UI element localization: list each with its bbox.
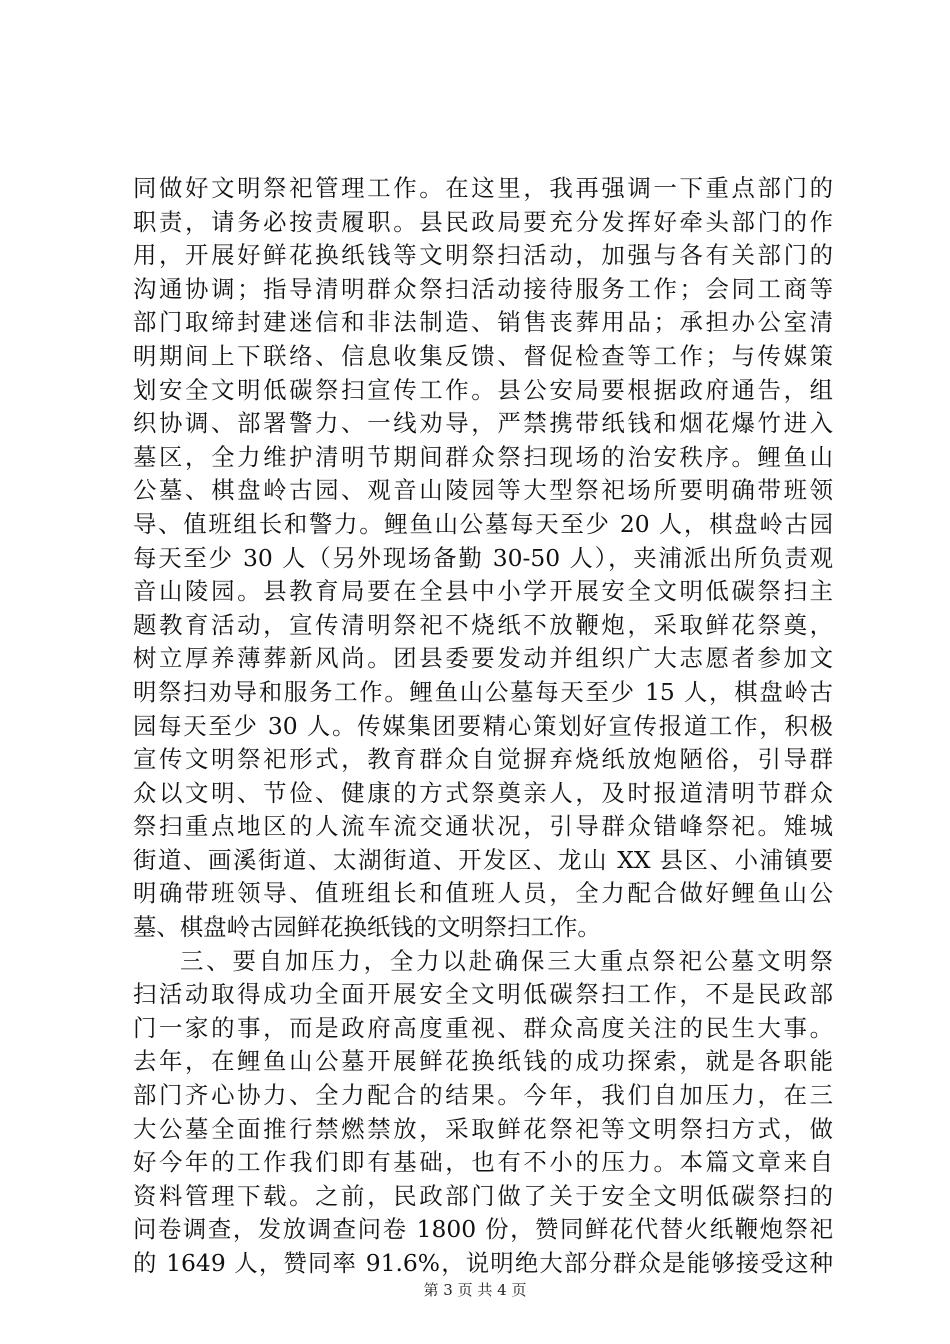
document-body	[133, 172, 833, 1281]
text-line: 明确带班领导、值班组长和值班人员，全力配合做好鲤鱼山公	[133, 879, 833, 908]
text-line: 每天至少 30 人（另外现场备勤 30-50 人），夹浦派出所负责观	[133, 543, 833, 572]
text-line: 问卷调查，发放调查问卷 1800 份，赞同鲜花代替火纸鞭炮祭祀	[133, 1215, 833, 1244]
text-line: 树立厚养薄葬新风尚。团县委要发动并组织广大志愿者参加文	[133, 644, 833, 673]
text-line: 祭扫重点地区的人流车流交通状况，引导群众错峰祭祀。雉城	[133, 812, 833, 841]
text-line: 公墓、棋盘岭古园、观音山陵园等大型祭祀场所要明确带班领	[133, 476, 833, 505]
text-line: 音山陵园。县教育局要在全县中小学开展安全文明低碳祭扫主	[133, 577, 833, 606]
text-line: 园每天至少 30 人。传媒集团要精心策划好宣传报道工作，积极	[133, 711, 833, 740]
text-line: 部门齐心协力、全力配合的结果。今年，我们自加压力，在三	[133, 1081, 833, 1110]
text-line: 沟通协调；指导清明群众祭扫活动接待服务工作；会同工商等	[133, 274, 833, 303]
text-line: 题教育活动，宣传清明祭祀不烧纸不放鞭炮，采取鲜花祭奠，	[133, 610, 833, 639]
text-line: 三、要自加压力，全力以赴确保三大重点祭祀公墓文明祭	[180, 946, 833, 975]
text-line: 资料管理下载。之前，民政部门做了关于安全文明低碳祭扫的	[133, 1181, 833, 1210]
text-line: 明祭扫劝导和服务工作。鲤鱼山公墓每天至少 15 人，棋盘岭古	[133, 677, 833, 706]
text-line: 划安全文明低碳祭扫宣传工作。县公安局要根据政府通告，组	[133, 375, 833, 404]
page-number-footer: 第 3 页 共 4 页	[423, 1281, 527, 1299]
text-line: 的 1649 人，赞同率 91.6%，说明绝大部分群众是能够接受这种	[133, 1249, 833, 1277]
text-line: 用，开展好鲜花换纸钱等文明祭扫活动，加强与各有关部门的	[133, 241, 833, 270]
text-line: 墓、棋盘岭古园鲜花换纸钱的文明祭扫工作。	[133, 913, 601, 942]
text-line: 大公墓全面推行禁燃禁放，采取鲜花祭祀等文明祭扫方式，做	[133, 1114, 833, 1143]
text-line: 宣传文明祭祀形式，教育群众自觉摒弃烧纸放炮陋俗，引导群	[133, 745, 833, 774]
text-line: 好今年的工作我们即有基础，也有不小的压力。本篇文章来自	[133, 1148, 833, 1177]
text-line: 门一家的事，而是政府高度重视、群众高度关注的民生大事。	[133, 1013, 833, 1042]
text-line: 部门取缔封建迷信和非法制造、销售丧葬用品；承担办公室清	[133, 308, 833, 337]
text-line: 去年，在鲤鱼山公墓开展鲜花换纸钱的成功探索，就是各职能	[133, 1047, 833, 1076]
text-line: 织协调、部署警力、一线劝导，严禁携带纸钱和烟花爆竹进入	[133, 409, 833, 438]
text-line: 众以文明、节俭、健康的方式祭奠亲人，及时报道清明节群众	[133, 778, 833, 807]
text-line: 明期间上下联络、信息收集反馈、督促检查等工作；与传媒策	[133, 341, 833, 370]
text-line: 墓区，全力维护清明节期间群众祭扫现场的治安秩序。鲤鱼山	[133, 442, 833, 471]
text-line: 扫活动取得成功全面开展安全文明低碳祭扫工作，不是民政部	[133, 980, 833, 1009]
text-line: 街道、画溪街道、太湖街道、开发区、龙山 XX 县区、小浦镇要	[133, 845, 833, 874]
text-line: 职责，请务必按责履职。县民政局要充分发挥好牵头部门的作	[133, 207, 833, 236]
text-line: 导、值班组长和警力。鲤鱼山公墓每天至少 20 人，棋盘岭古园	[133, 509, 833, 538]
text-line: 同做好文明祭祀管理工作。在这里，我再强调一下重点部门的	[133, 174, 833, 202]
